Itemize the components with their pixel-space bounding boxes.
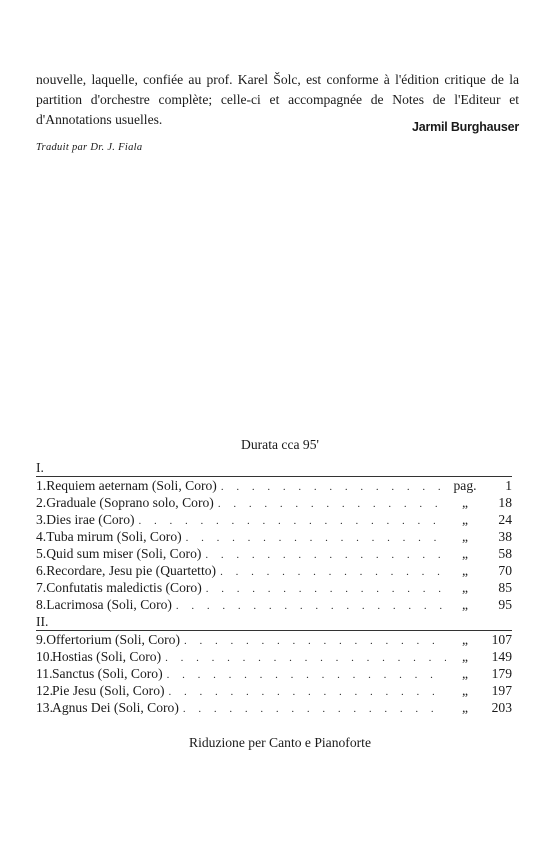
edition-subtitle: Riduzione per Canto e Pianoforte [189,735,371,750]
toc-entry [36,545,512,562]
entry-title: Confutatis maledictis (Coro) [46,580,202,595]
leader-dots [205,547,446,564]
entry-number: 4. [36,529,47,544]
entry-page-number: 18 [498,495,512,510]
entry-title: Requiem aeternam (Soli, Coro) [46,478,217,493]
entry-page-number: 58 [498,546,512,561]
entry-number: 8. [36,597,47,612]
translator-credit: Traduit par Dr. J. Fiala [36,142,143,153]
entry-title: Graduale (Soprano solo, Coro) [46,495,214,510]
entry-number: 10. [36,649,53,664]
leader-dots [169,684,446,701]
entry-pag-marker: „ [461,512,469,527]
entry-number: 5. [36,546,47,561]
entry-title: Sanctus (Soli, Coro) [52,666,163,681]
entry-page-number: 197 [491,683,512,698]
entry-title: Quid sum miser (Soli, Coro) [46,546,202,561]
entry-page-number: 1 [505,478,512,493]
toc-entry [36,648,512,665]
entry-page-number: 203 [491,700,512,715]
entry-title: Pie Jesu (Soli, Coro) [52,683,165,698]
leader-dots [165,650,446,667]
entry-number: 1. [36,478,47,493]
part-heading-2: II. [36,614,49,629]
entry-pag-marker: „ [461,666,469,681]
part-heading-1: I. [36,460,44,475]
leader-dots [184,633,446,650]
leader-dots [221,479,446,496]
entry-number: 3. [36,512,47,527]
entry-number: 11. [36,666,53,681]
entry-page-number: 24 [498,512,512,527]
entry-page-number: 38 [498,529,512,544]
entry-pag-marker: „ [461,632,469,647]
entry-number: 13. [36,700,53,715]
editor-signature: Jarmil Burghauser [411,120,519,134]
entry-pag-marker: pag. [453,478,477,493]
leader-dots [183,701,446,718]
leader-dots [220,564,446,581]
toc-entry [36,631,512,648]
entry-pag-marker: „ [461,495,469,510]
entry-title: Dies irae (Coro) [46,512,135,527]
entry-title: Offertorium (Soli, Coro) [46,632,180,647]
leader-dots [176,598,446,615]
entry-pag-marker: „ [461,683,469,698]
intro-paragraph: nouvelle, laquelle, confiée au prof. Karel Šolc, est conforme à l'édition critique de la partition d'orchestre complète; celle-ci et accompagnée de Notes de l'Editeur et d'Annotations usuelles. [36,72,519,127]
entry-page-number: 70 [498,563,512,578]
entry-number: 7. [36,580,47,595]
entry-title: Tuba mirum (Soli, Coro) [46,529,182,544]
toc-entry [36,665,512,682]
entry-title: Recordare, Jesu pie (Quartetto) [46,563,217,578]
toc-entry [36,477,512,494]
entry-pag-marker: „ [461,546,469,561]
table-of-contents [36,459,512,716]
entry-title: Lacrimosa (Soli, Coro) [46,597,172,612]
entry-page-number: 179 [491,666,512,681]
entry-number: 6. [36,563,47,578]
leader-dots [206,581,446,598]
toc-entry [36,511,512,528]
leader-dots [186,530,446,547]
toc-entry [36,579,512,596]
toc-entry [36,494,512,511]
toc-entry [36,596,512,613]
entry-pag-marker: „ [461,597,469,612]
entry-page-number: 149 [491,649,512,664]
toc-entry [36,682,512,699]
toc-entry [36,528,512,545]
toc-entry [36,699,512,716]
entry-pag-marker: „ [461,529,469,544]
entry-pag-marker: „ [461,700,469,715]
duration-heading: Durata cca 95' [241,437,319,452]
entry-pag-marker: „ [461,649,469,664]
entry-number: 2. [36,495,47,510]
entry-title: Agnus Dei (Soli, Coro) [52,700,179,715]
entry-page-number: 95 [498,597,512,612]
entry-pag-marker: „ [461,580,469,595]
entry-pag-marker: „ [461,563,469,578]
leader-dots [167,667,446,684]
entry-page-number: 85 [498,580,512,595]
entry-number: 9. [36,632,47,647]
leader-dots [218,496,446,513]
toc-entry [36,562,512,579]
entry-title: Hostias (Soli, Coro) [52,649,162,664]
entry-page-number: 107 [491,632,512,647]
entry-number: 12. [36,683,53,698]
